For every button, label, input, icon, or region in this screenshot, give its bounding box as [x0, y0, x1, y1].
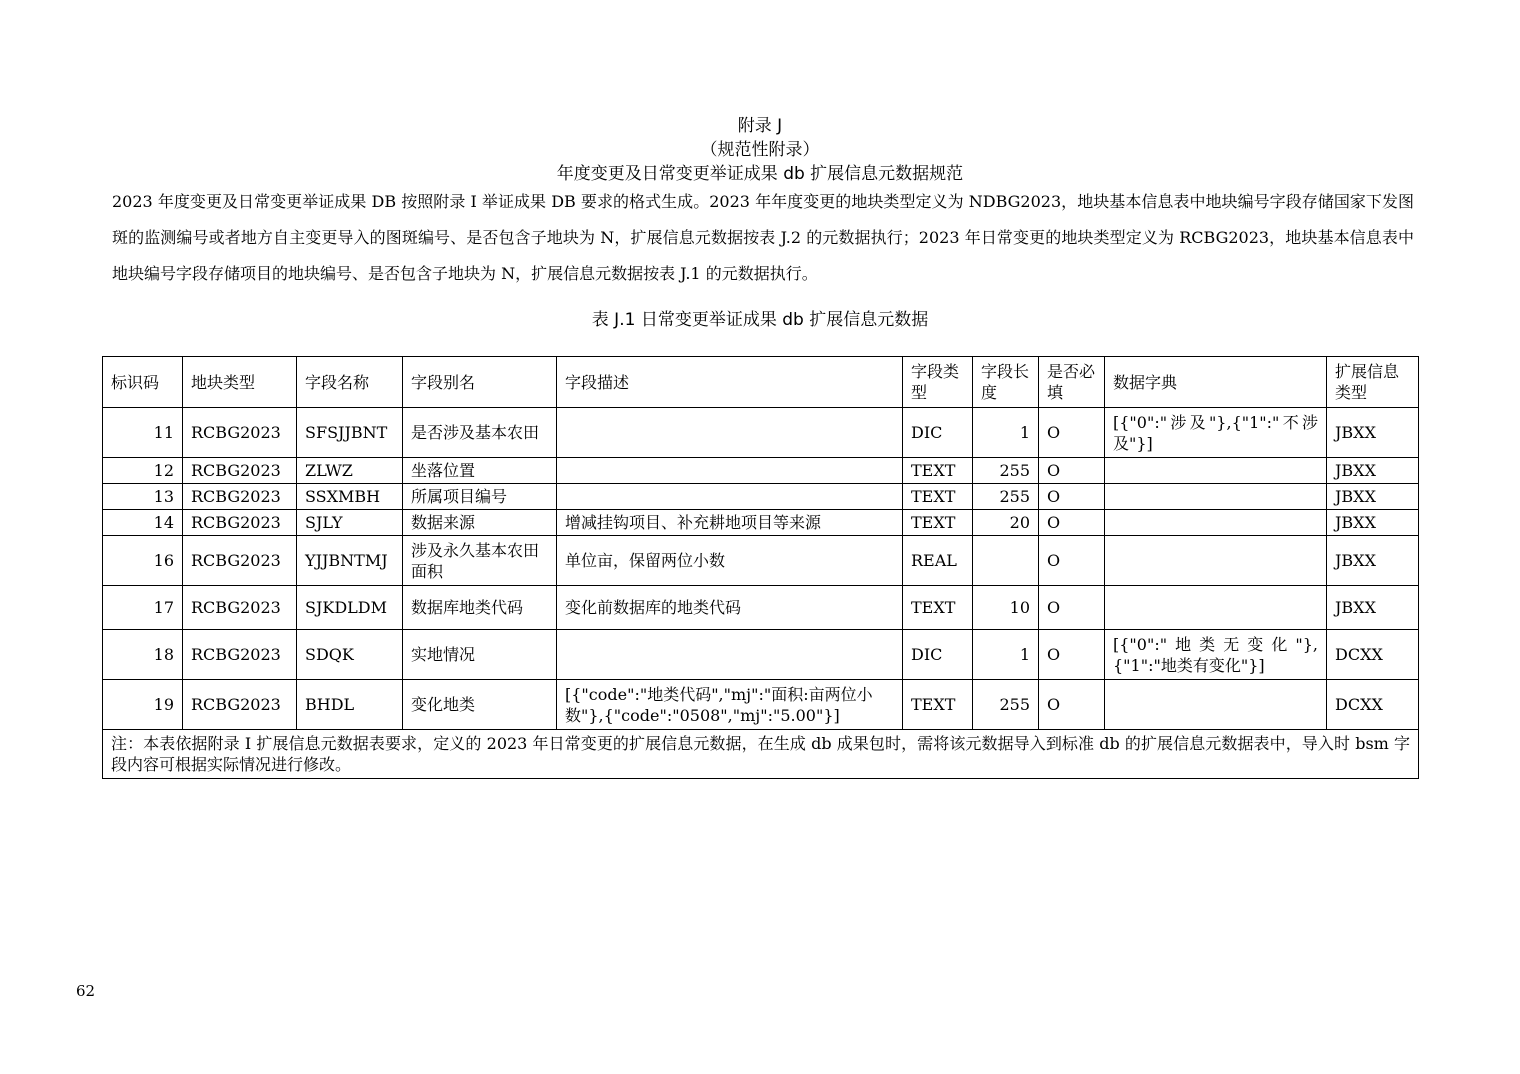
type-cell: RCBG2023 — [183, 586, 297, 630]
dict-cell: [{"0":"涉及"},{"1":"不涉及"}] — [1105, 408, 1327, 458]
appendix-title: 年度变更及日常变更举证成果 db 扩展信息元数据规范 — [556, 164, 964, 184]
id-cell: 14 — [103, 510, 183, 536]
alias-cell: 所属项目编号 — [403, 484, 557, 510]
ftype-cell: DIC — [903, 630, 973, 680]
table-row — [103, 536, 1419, 586]
type-cell: RCBG2023 — [183, 510, 297, 536]
table-caption: 表 J.1 日常变更举证成果 db 扩展信息元数据 — [591, 310, 929, 330]
dict-cell: [{"0":"地类无变化"},{"1":"地类有变化"}] — [1105, 630, 1327, 680]
alias-cell: 变化地类 — [403, 680, 557, 730]
len-cell: 20 — [973, 510, 1039, 536]
desc-cell — [557, 630, 903, 680]
metadata-table — [102, 356, 1419, 779]
appendix-label: 附录 J — [737, 116, 783, 136]
ftype-cell: TEXT — [903, 458, 973, 484]
field-cell: SSXMBH — [297, 484, 403, 510]
alias-cell: 是否涉及基本农田 — [403, 408, 557, 458]
req-cell: O — [1039, 680, 1105, 730]
desc-cell: 单位亩，保留两位小数 — [557, 536, 903, 586]
table-row — [103, 408, 1419, 458]
header-cell: 地块类型 — [183, 357, 297, 408]
ext-cell: JBXX — [1327, 536, 1419, 586]
ext-cell: JBXX — [1327, 510, 1419, 536]
len-cell — [973, 536, 1039, 586]
ftype-cell: TEXT — [903, 484, 973, 510]
desc-cell — [557, 408, 903, 458]
alias-cell: 数据来源 — [403, 510, 557, 536]
dict-cell — [1105, 536, 1327, 586]
field-cell: SFSJJBNT — [297, 408, 403, 458]
req-cell: O — [1039, 408, 1105, 458]
type-cell: RCBG2023 — [183, 536, 297, 586]
type-cell: RCBG2023 — [183, 630, 297, 680]
len-cell: 255 — [973, 680, 1039, 730]
ext-cell: JBXX — [1327, 586, 1419, 630]
id-cell: 12 — [103, 458, 183, 484]
table-row — [103, 630, 1419, 680]
ftype-cell: TEXT — [903, 586, 973, 630]
ftype-cell: REAL — [903, 536, 973, 586]
desc-cell: 增减挂钩项目、补充耕地项目等来源 — [557, 510, 903, 536]
dict-cell — [1105, 680, 1327, 730]
ext-cell: DCXX — [1327, 680, 1419, 730]
field-cell: YJJBNTMJ — [297, 536, 403, 586]
field-cell: SJKDLDM — [297, 586, 403, 630]
desc-cell: [{"code":"地类代码","mj":"面积:亩两位小数"},{"code":"0508","mj":"5.00"}] — [557, 680, 903, 730]
ext-cell: DCXX — [1327, 630, 1419, 680]
id-cell: 13 — [103, 484, 183, 510]
table-row — [103, 510, 1419, 536]
header-cell: 扩展信息类型 — [1327, 357, 1419, 408]
ext-cell: JBXX — [1327, 484, 1419, 510]
ftype-cell: TEXT — [903, 510, 973, 536]
dict-cell — [1105, 586, 1327, 630]
dict-cell — [1105, 484, 1327, 510]
type-cell: RCBG2023 — [183, 680, 297, 730]
table-note-row — [103, 730, 1419, 779]
header-cell: 字段别名 — [403, 357, 557, 408]
table-note: 注：本表依据附录 I 扩展信息元数据表要求，定义的 2023 年日常变更的扩展信息元数据，在生成 db 成果包时，需将该元数据导入到标准 db 的扩展信息元数据表中，导入时 bsm 字段内容可根据实际情况进行修改。 — [103, 730, 1419, 779]
dict-cell — [1105, 510, 1327, 536]
req-cell: O — [1039, 510, 1105, 536]
alias-cell: 涉及永久基本农田面积 — [403, 536, 557, 586]
ftype-cell: TEXT — [903, 680, 973, 730]
dict-cell — [1105, 458, 1327, 484]
intro-paragraph: 2023 年度变更及日常变更举证成果 DB 按照附录 I 举证成果 DB 要求的格式生成。2023 年年度变更的地块类型定义为 NDBG2023，地块基本信息表中地块编号字段存储国家下发图斑的监测编号或者地方自主变更导入的图斑编号、是否包含子地块为 N，扩展信息元数据按表 J.2 的元数据执行；2023 年日常变更的地块类型定义为 RCBG2023，地块基本信息表中地块编号字段存储项目的地块编号、是否包含子地块为 N，扩展信息元数据按表 J.1 的元数据执行。 — [112, 192, 1414, 283]
header-cell: 字段长度 — [973, 357, 1039, 408]
req-cell: O — [1039, 586, 1105, 630]
desc-cell — [557, 484, 903, 510]
type-cell: RCBG2023 — [183, 458, 297, 484]
type-cell: RCBG2023 — [183, 408, 297, 458]
req-cell: O — [1039, 484, 1105, 510]
table-row — [103, 680, 1419, 730]
alias-cell: 数据库地类代码 — [403, 586, 557, 630]
type-cell: RCBG2023 — [183, 484, 297, 510]
header-cell: 是否必填 — [1039, 357, 1105, 408]
req-cell: O — [1039, 536, 1105, 586]
req-cell: O — [1039, 458, 1105, 484]
header-cell: 标识码 — [103, 357, 183, 408]
id-cell: 17 — [103, 586, 183, 630]
len-cell: 255 — [973, 484, 1039, 510]
header-cell: 字段类型 — [903, 357, 973, 408]
header-cell: 字段描述 — [557, 357, 903, 408]
alias-cell: 实地情况 — [403, 630, 557, 680]
desc-cell: 变化前数据库的地类代码 — [557, 586, 903, 630]
len-cell: 10 — [973, 586, 1039, 630]
len-cell: 1 — [973, 630, 1039, 680]
ftype-cell: DIC — [903, 408, 973, 458]
len-cell: 255 — [973, 458, 1039, 484]
ext-cell: JBXX — [1327, 408, 1419, 458]
field-cell: SDQK — [297, 630, 403, 680]
header-cell: 数据字典 — [1105, 357, 1327, 408]
len-cell: 1 — [973, 408, 1039, 458]
table-row — [103, 484, 1419, 510]
page-number: 62 — [76, 982, 96, 1000]
table-header-row — [103, 357, 1419, 408]
alias-cell: 坐落位置 — [403, 458, 557, 484]
normative-label: （规范性附录） — [700, 140, 820, 160]
req-cell: O — [1039, 630, 1105, 680]
id-cell: 19 — [103, 680, 183, 730]
field-cell: SJLY — [297, 510, 403, 536]
id-cell: 18 — [103, 630, 183, 680]
field-cell: ZLWZ — [297, 458, 403, 484]
table-row — [103, 458, 1419, 484]
table-row — [103, 586, 1419, 630]
desc-cell — [557, 458, 903, 484]
ext-cell: JBXX — [1327, 458, 1419, 484]
id-cell: 16 — [103, 536, 183, 586]
id-cell: 11 — [103, 408, 183, 458]
field-cell: BHDL — [297, 680, 403, 730]
header-cell: 字段名称 — [297, 357, 403, 408]
